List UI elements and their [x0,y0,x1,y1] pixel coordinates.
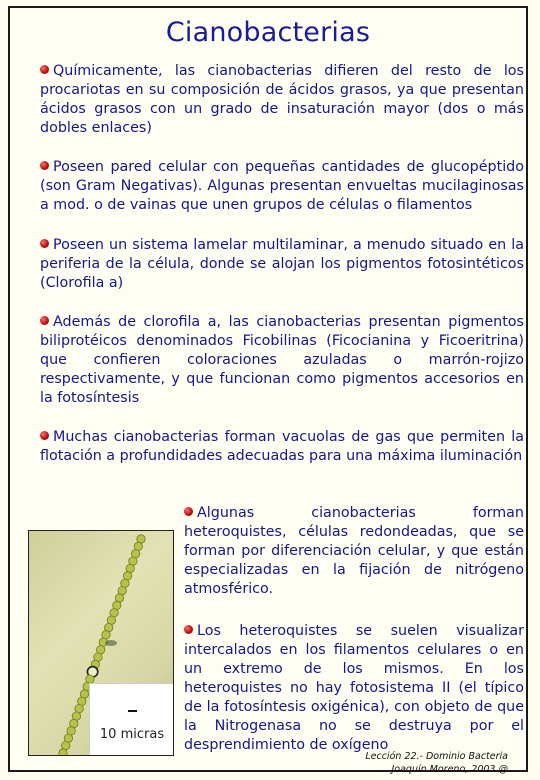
bullet-icon [184,507,193,516]
paragraph-heterocyst-location [184,622,524,755]
bullet-icon [40,431,49,440]
bullet-icon [184,625,193,634]
paragraph-text: Además de clorofila a, las cianobacterias presentan pigmentos biliprotéicos denominados Ficobilinas (Ficocianina y Ficoeritrina) que confieren coloraciones azuladas o marrón-rojizo respectivamente, y que funcionan como pigmentos accesorios en la fotosíntesis [40,314,524,406]
paragraph-text: Algunas cianobacterias forman heteroquistes, células redondeadas, que se forman por diferenciación celular, y que están especializadas en la fijación de nitrógeno atmosférico. [184,505,524,597]
bullet-icon [40,65,49,74]
micrograph-image [28,530,174,756]
paragraph-heterocysts [184,504,524,599]
paragraph-gas-vacuoles [40,428,524,466]
credit-author: Joaquín Moreno, 2003 @ [391,764,508,775]
scale-label: 10 micras [99,727,165,742]
filament-cell [59,749,67,755]
paragraph-text: Poseen pared celular con pequeñas cantidades de glucopéptido (son Gram Negativas). Algunas presentan envueltas mucilaginosas a mod. o de vainas que unen grupos de células o filamentos [40,159,524,213]
paragraph-text: Los heteroquistes se suelen visualizar intercalados en los filamentos celulares o en un extremo de los mismos. En los heteroquistes no hay fotosistema II (el típico de la fotosíntesis oxigénica), con objeto de que la Nitrogenasa no se destruya por el desprendimiento de oxígeno [184,623,524,753]
paragraph-fatty-acids [40,62,524,138]
paragraph-text: Poseen un sistema lamelar multilaminar, a menudo situado en la periferia de la célula, donde se alojan los pigmentos fotosintéticos (Clorofila a) [40,237,524,291]
bullet-icon [40,161,49,170]
paragraph-text: Químicamente, las cianobacterias difieren del resto de los procariotas en su composición de ácidos grasos, ya que presentan ácidos grasos con un grado de insaturación mayor (dos o más dobles enlaces) [40,63,524,136]
bullet-icon [40,239,49,248]
scale-box [89,683,174,756]
debris-particle [105,640,117,646]
paragraph-lamellar-system [40,236,524,293]
paragraph-pigments [40,313,524,408]
page-title: Cianobacterias [165,17,371,48]
credit-lesson: Lección 22.- Dominio Bacteria [365,751,508,762]
paragraph-text: Muchas cianobacterias forman vacuolas de gas que permiten la flotación a profundidades adecuadas para una máxima iluminación [40,429,524,464]
paragraph-cell-wall [40,158,524,215]
slide-frame [8,6,528,775]
scale-bar [128,710,137,712]
bullet-icon [40,316,49,325]
